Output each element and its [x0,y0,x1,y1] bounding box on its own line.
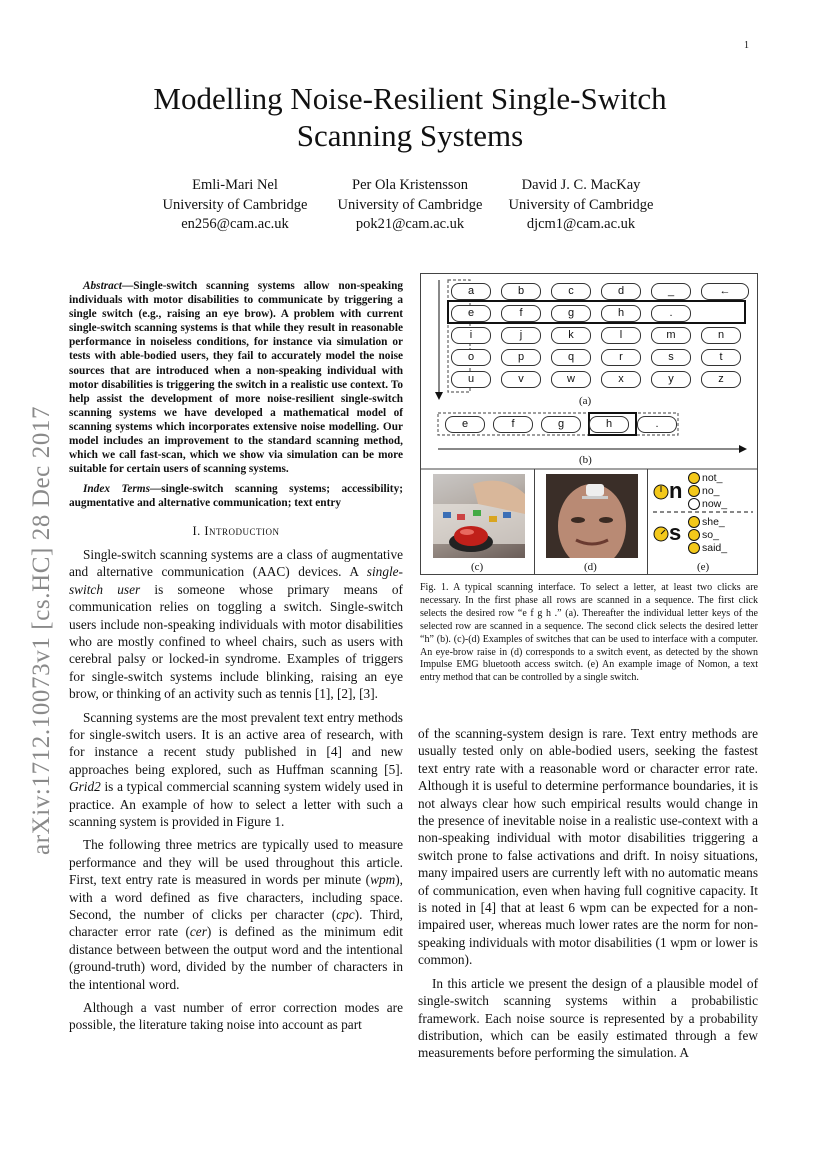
emphasis: wpm [370,872,396,888]
grid-key: ← [701,283,749,300]
nomon-word: now_ [702,498,728,510]
figure-caption: Fig. 1. A typical scanning interface. To select a letter, at least two clicks are necessary. In the first phase all rows are scanned in a sequence. The first click selects the desired row “e f g h .” (a). Thereafter the individual letter keys of the selected row are scanned in a sequence. The second click selects the desired letter “h” (b). (c)-(d) Examples of switches that can be used to interface with a computer. An eye-brow raise in (d) corresponds to a switch event, as detected by the shown Impulse EMG bluetooth access switch. (e) An example image of Nomon, a text entry method that can be controlled by a single switch. [420,582,758,684]
grid-key: e [451,305,491,322]
grid-key: a [451,283,491,300]
face-illustration [546,474,638,558]
grid-key: u [451,371,491,388]
text-run: ). Third, character error rate ( [69,907,404,940]
grid-key: z [701,371,741,388]
index-terms-label: Index Terms [83,483,150,496]
author-email: djcm1@cam.ac.uk [526,216,636,232]
nomon-word: so_ [702,529,719,541]
switch-photo-c [433,474,525,558]
grid-key: y [651,371,691,388]
label-c: (c) [471,561,484,573]
abstract-text: Single-switch scanning systems allow non-speaking individuals with motor disabilities to communicate by triggering a single switch (e.g., raising an eye brow). A problem with current single-switch scanning systems is that while they result in reasonable performance in noiseless conditions, for instance via simulation or tests with able-bodied users, they fail to accurately model the noise sources that are introduced when a non-speaking individual with motor disabilities is triggering the switch in a realistic use context. To help assist the development of more noise-resilient single-switch scanning systems we have developed a mathematical model of scanning systems which incorporates extensive noise modelling. Our model includes an improvement to the standard scanning method, which we call fast-scan, which we show via simulation can be more suitable for certain users of scanning systems. [69,280,403,476]
body-paragraph: In this article we present the design of a plausible model of single-switch scanning systems within a probabilistic framework. Each noise source is represented by a probability distribution, which can be easily estimated through a few measurements before performing the simulation. A [418,975,758,1061]
author-name: Per Ola Kristensson [352,177,468,193]
title-line-1: Modelling Noise-Resilient Single-Switch [153,81,667,116]
emphasis: cpc [336,907,355,923]
grid-key: p [501,349,541,366]
row-key: e [445,416,485,433]
grid-key: _ [651,283,691,300]
author-name: David J. C. MacKay [521,177,641,193]
author-name: Emli-Mari Nel [192,177,278,193]
grid-key: h [601,305,641,322]
arxiv-stamp: arXiv:1712.10073v1 [cs.HC] 28 Dec 2017 [28,405,55,855]
page-number: 1 [744,40,749,51]
author-block [325,176,495,235]
grid-key: l [601,327,641,344]
text-run: is a typical commercial scanning system widely used in practice. An example of how to select a letter with such a scanning system is provided in Figure 1. [69,779,403,829]
selected-row-highlight [448,301,745,323]
grid-key: c [551,283,591,300]
grid-key: g [551,305,591,322]
grid-key: t [701,349,741,366]
grid-key: r [601,349,641,366]
section-title: Introduction [204,523,280,538]
grid-key: s [651,349,691,366]
emphasis: single-switch user [69,564,403,597]
text-run: Scanning systems are the most prevalent text entry methods for single-switch users. It is an active area of research, with for instance a recent study published in [4] and new approaches being explored, such as Huffman scanning [5]. [69,709,403,777]
nomon-word: no_ [702,485,720,497]
figure-1 [420,273,758,575]
text-run: Single-switch scanning systems are a class of augmentative and alternative communication (AAC) devices. A [69,546,403,580]
author-email: en256@cam.ac.uk [181,216,289,232]
intro-paragraph: Although a vast number of error correction modes are possible, the literature taking noise into account as part [69,1000,403,1033]
grid-key: q [551,349,591,366]
label-e: (e) [697,561,710,573]
nomon-letter-n: n [669,478,683,503]
author-email: pok21@cam.ac.uk [355,216,465,232]
intro-paragraph [69,709,403,831]
section-heading [69,523,403,540]
grid-key: w [551,371,591,388]
nomon-word: said_ [702,542,728,554]
author-block [150,176,320,235]
grid-key: o [451,349,491,366]
index-terms-text: single-switch scanning systems; accessibility; augmentative and alternative communication; text entry [69,483,403,510]
divider [534,469,535,575]
nomon-word: not_ [702,472,723,484]
author-affiliation: University of Cambridge [508,196,654,213]
text-run: ), with a word defined as five characters, including space. Second, the number of clicks per character ( [69,872,403,923]
arrow-head [435,392,443,400]
right-column [418,725,758,1068]
grid-key: . [651,305,691,322]
nomon-panel [653,472,753,564]
row-key: . [637,416,677,433]
label-b: (b) [579,454,592,466]
paper-title [90,80,730,154]
grid-key: i [451,327,491,344]
author-affiliation: University of Cambridge [162,196,308,213]
button-switch-illustration [433,474,525,558]
grid-key: m [651,327,691,344]
grid-key: k [551,327,591,344]
intro-paragraph [69,836,403,993]
author-affiliation: University of Cambridge [337,196,483,213]
index-terms: Index Terms—single-switch scanning systems; accessibility; augmentative and alternative communication; text entry [69,483,403,510]
grid-key: n [701,327,741,344]
abstract: Abstract—Single-switch scanning systems allow non-speaking individuals with motor disabilities to communicate by triggering a single switch (e.g., raising an eye brow). A problem with current single-switch scanning systems is that while they result in reasonable performance in noiseless conditions, for instance via simulation or tests with able-bodied users, they fail to accurately model the noise sources that are introduced when a non-speaking individual with motor disabilities is triggering the switch in a realistic use context. To help assist the development of more noise-resilient single-switch scanning systems we have developed a mathematical model of scanning systems which incorporates extensive noise modelling. Our model includes an improvement to the standard scanning method, which we call fast-scan, which we show via simulation can be more suitable for certain users of scanning systems. [69,280,403,476]
author-block [496,176,666,235]
label-d: (d) [584,561,597,573]
left-column [69,279,403,1040]
row-key: f [493,416,533,433]
switch-photo-d [546,474,638,558]
intro-paragraph [69,546,403,703]
arrow-head [739,445,747,453]
emphasis: Grid2 [69,779,101,795]
body-paragraph: of the scanning-system design is rare. Text entry methods are usually tested only on able-bodied users, seeking the fastest text entry rate with a reasonable word or character error rate. Although it is useful to determine performance boundaries, it is not always clear how such empirical results would change in the presence of inevitable noise in a realistic use-context with a non-speaking individual with motor disabilities triggering a switch prone to false activations and drift. In noisy situations, many impaired users are currently left with no automatic means of communication, even when having full cognitive capacity. It is noted in [4] that at least 6 wpm can be expected for a non-impaired user, whereas much lower rates are the norm for non-speaking individuals with motor disabilities (1 wpm or lower is common). [418,726,758,968]
text-run: is someone whose primary means of communication relies on toggling a switch. Single-switch users include non-speaking individuals with motor disabilities who are mostly confined to wheel chairs, such as users with cerebral palsy or locked-in syndrome. Examples of triggers for single-switch systems include blinking, raising an eye brow, or thinking of an activity such as tennis [1], [2], [3]. [69,581,403,702]
divider [647,469,648,575]
emphasis: cer [189,924,207,940]
section-numeral: I. [192,523,201,538]
grid-key: v [501,371,541,388]
title-line-2: Scanning Systems [296,118,524,153]
grid-key: f [501,305,541,322]
grid-key: j [501,327,541,344]
row-key: h [589,416,629,433]
abstract-label: Abstract [83,280,122,292]
nomon-word: she_ [702,516,725,528]
grid-key: b [501,283,541,300]
nomon-letter-s: s [669,520,682,545]
grid-key: x [601,371,641,388]
text-run: The following three metrics are typically used to measure performance and they will be used throughout this article. First, text entry rate is measured in words per minute ( [69,837,403,888]
text-run: ) is defined as the minimum edit distance between between the output word and the intentional (ground-truth) word, divided by the number of characters in the intentional word. [69,924,403,992]
grid-key: d [601,283,641,300]
label-a: (a) [579,395,592,407]
row-key: g [541,416,581,433]
